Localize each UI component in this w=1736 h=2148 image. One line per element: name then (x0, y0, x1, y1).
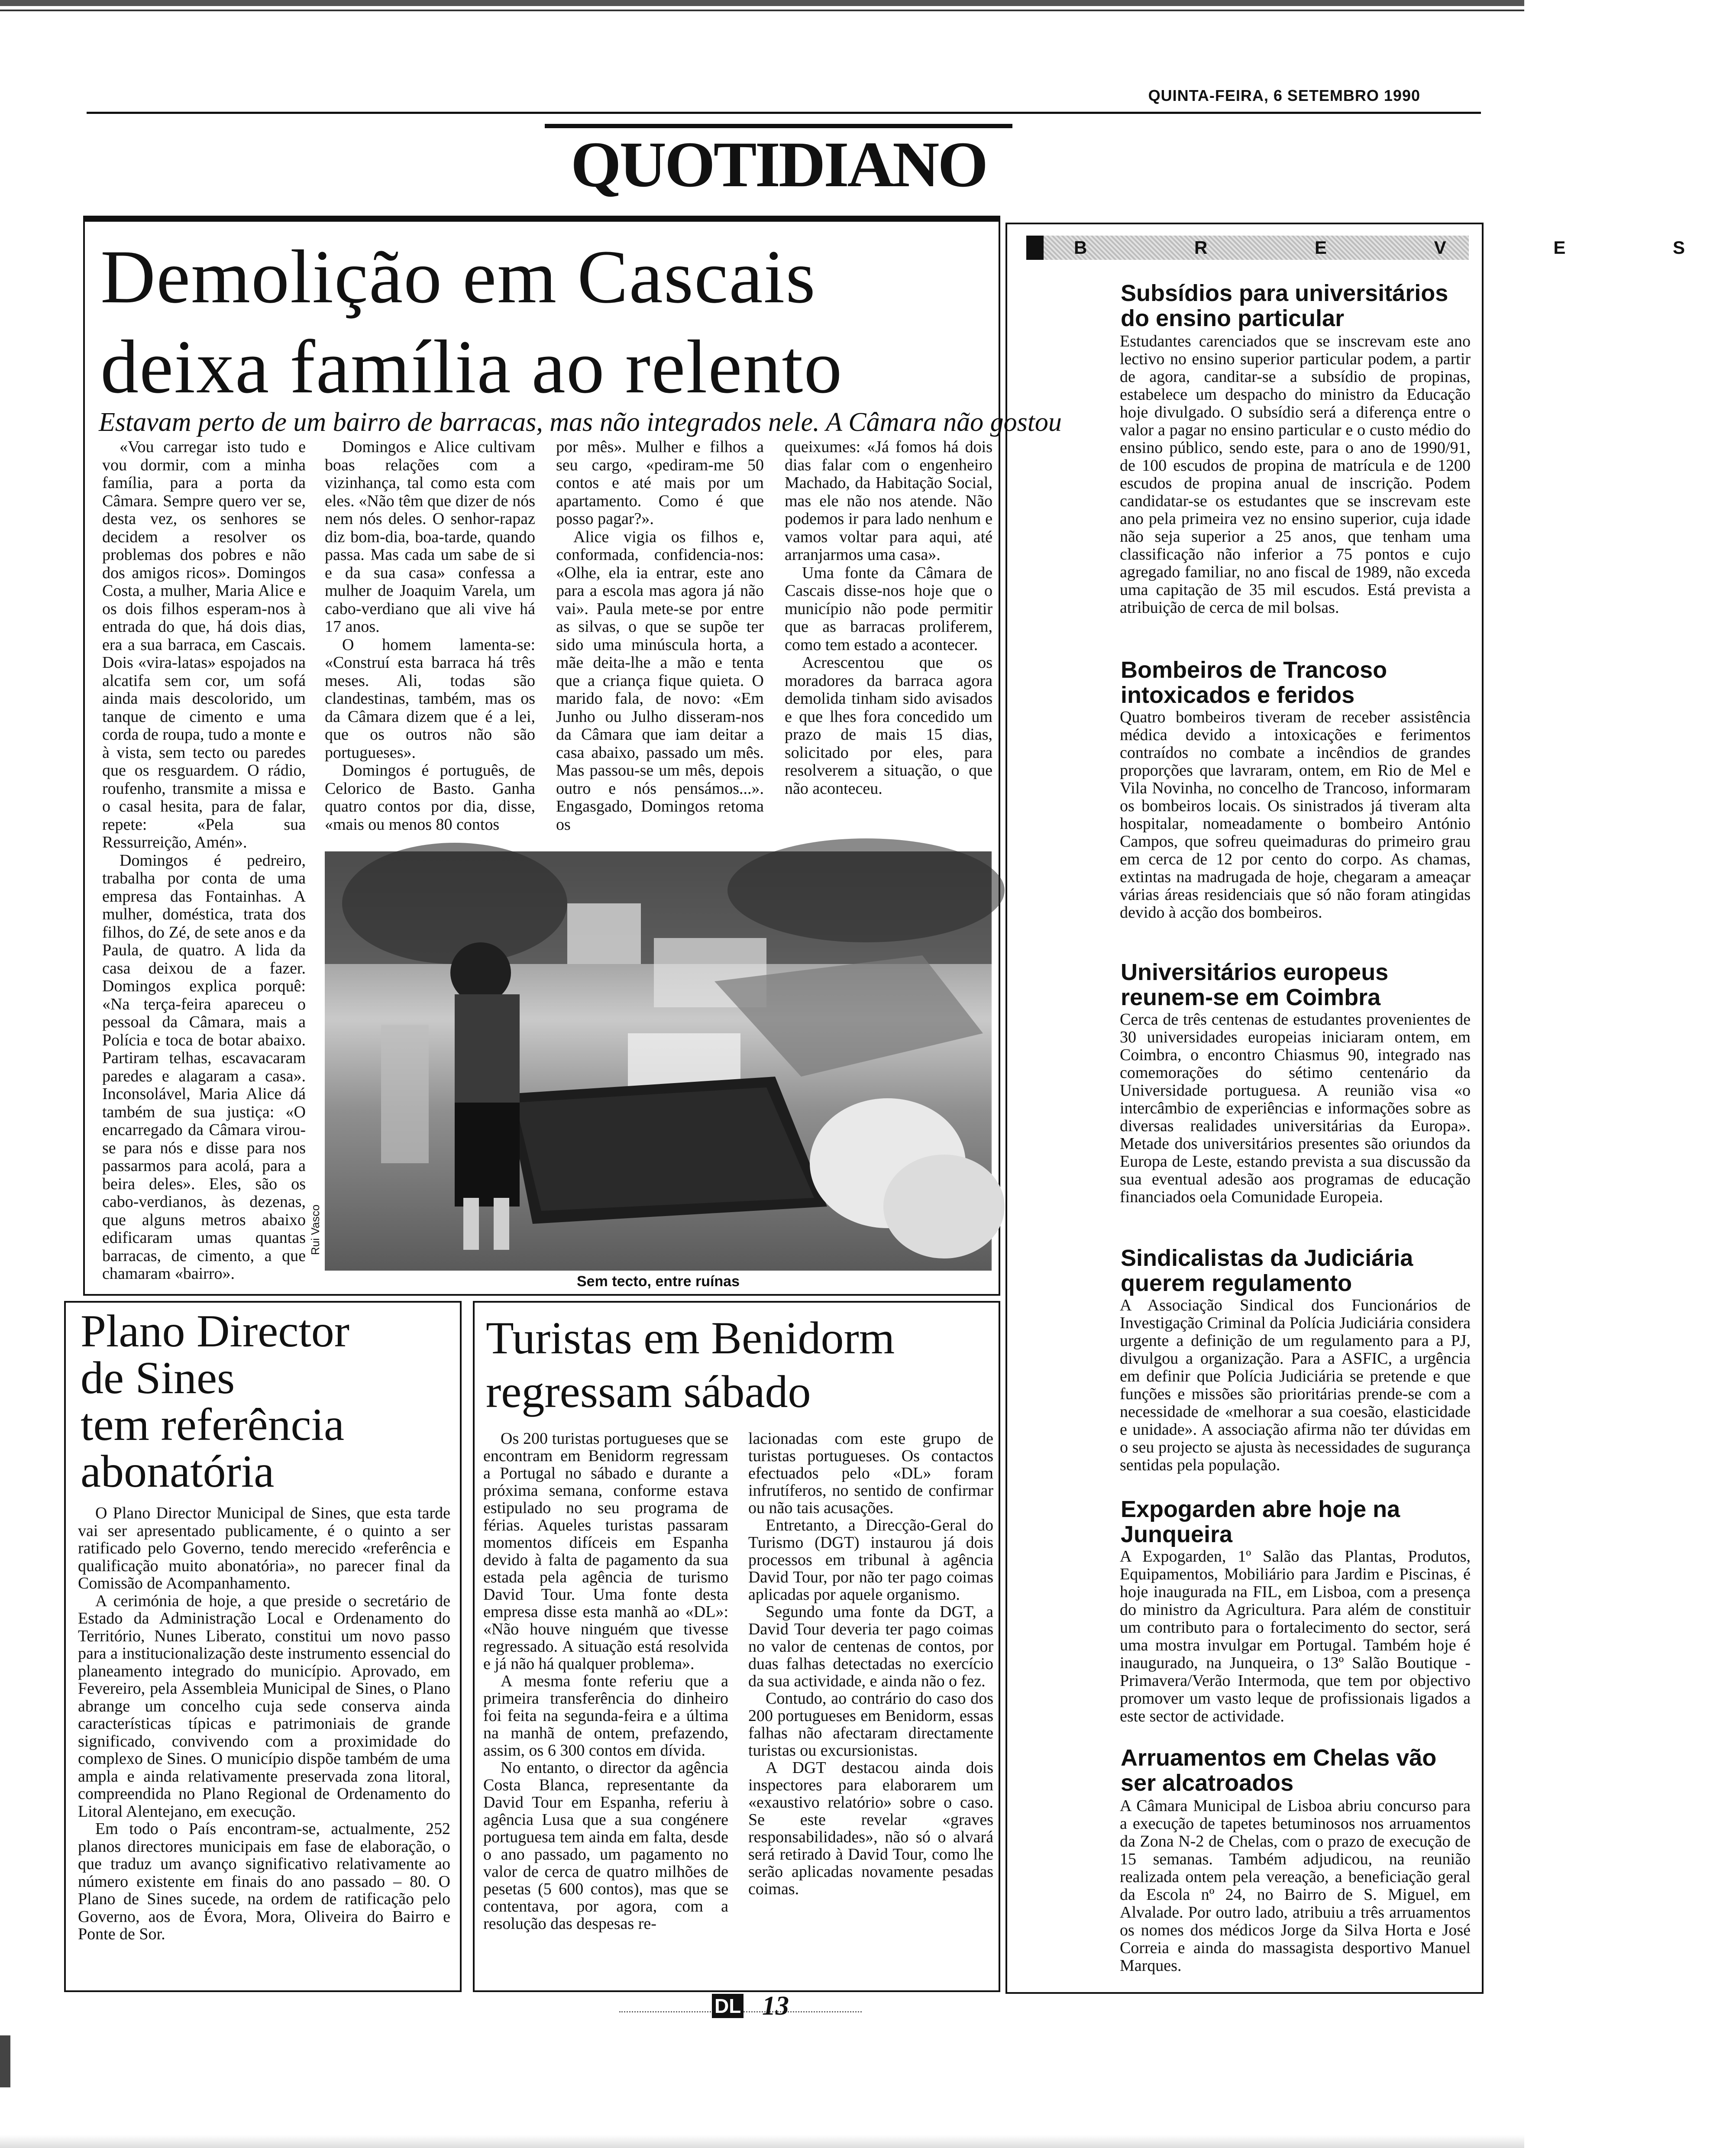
breve-body: A Expogarden, 1º Salão das Plantas, Produtos, Equipamentos, Mobiliário para Jardim e Piscinas, é hoje inaugurada na FIL, em Lisboa, com a presença do ministro da Agricultura. Para além de constituir um contributo para o fortalecimento do sector, será uma mostra invulgar em Portugal. Também hoje é inaugurado, na Junqueira, o 13º Salão Boutique - Primavera/Verão Intermoda, que tem por objectivo promover um vasto leque de profissionais ligados a este sector de actividade. (1120, 1547, 1471, 1725)
sines-headline-line: de Sines (81, 1352, 235, 1403)
main-col3-para: por mês». Mulher e filhos a seu cargo, «pediram-me 50 contos e até mais por um apartamento. Como é que posso pagar?». (556, 438, 764, 528)
page-number: 13 (762, 1991, 789, 2021)
breve-body: Cerca de três centenas de estudantes provenientes de 30 universidades europeias iniciaram ontem, em Coimbra, o encontro Chiasmus 90, integrado nas comemorações do sétimo centenário da Universidade portuguesa. A reunião visa «o intercâmbio de experiências e informações sobre as diversas realidades universitárias da Europa». Metade dos universitários presentes são oriundos da Europa de Leste, estando prevista a sua discussão da sua eventual adesão aos programas de educação financiados oela Comunidade Europeia. (1120, 1010, 1471, 1206)
sines-para: A cerimónia de hoje, a que preside o secretário de Estado da Administração Local e Ordenamento do Território, Nunes Liberato, constitui um novo passo para a institucionalização deste instrumento essencial do planeamento integrado do município. Aprovado, em Fevereiro, pela Assembleia Municipal de Sines, o Plano abrange um concelho cuja sede conserva ainda características típicas e patrimoniais de grande significado, convivendo com a proximidade do complexo de Sines. O município dispõe também de uma ampla e ainda relativamente preservada zona litoral, compreendida no Plano Regional de Ordenamento do Litoral Alentejano, em execução. (78, 1592, 450, 1821)
benidorm-col2-para: Contudo, ao contrário do caso dos 200 portugueses em Benidorm, essas falhas não afectaram directamente turistas ou excursionistas. (748, 1689, 993, 1760)
benidorm-col-1 (483, 1430, 728, 1932)
photo-caption: Sem tecto, entre ruínas (576, 1273, 740, 1290)
scan-edge-left (0, 2035, 10, 2087)
breve-body: Estudantes carenciados que se inscrevam este ano lectivo no ensino superior particular podem, a partir de agora, canditar-se a subsídio de propinas, estabelece um despacho do ministro da Educação hoje divulgado. O subsídio será a diferença entre o valor a pagar no ensino particular e o custo médio do ensino público, sendo este, para o ano de 1990/91, de 100 escudos de propina de matrícula e de 1200 escudos de propina anual de inscrição. Podem candidatar-se os estudantes que se inscrevam este ano pela primeira vez no ensino superior, cuja idade não seja superior a 25 anos, que tenham uma classificação não inferior a 75 pontos e cujo agregado familiar, no ano fiscal de 1989, não exceda uma capitação de 35 mil escudos. Está prevista a atribuição de cerca de mil bolsas. (1120, 332, 1471, 617)
main-headline-line1: Demolição em Cascais (100, 235, 816, 319)
breve-title: Expogarden abre hoje na Junqueira (1121, 1496, 1400, 1547)
section-title: QUOTIDIANO (570, 129, 987, 201)
benidorm-col2-para: Entretanto, a Direcção-Geral do Turismo (DGT) instaurou já dois processos em tribunal à agência David Tour, por não ter pago coimas aplicadas por aquele organismo. (748, 1516, 993, 1604)
breve-body: A Associação Sindical dos Funcionários de Investigação Criminal da Polícia Judiciária considera urgente a definição de um regulamento para a PJ, divulgou a organização. Para a ASFIC, a urgência em definir que Polícia Judiciária se pretende e que funções e missões são prioritárias prende-se com a necessidade de «melhorar a sua coesão, elasticidade e unidade». A associação afirma não ter dúvidas em o seu projecto se ajusta às necessidades de sugurança sentidas pela população. (1120, 1296, 1471, 1474)
sines-body (78, 1504, 450, 1943)
issue-date: QUINTA-FEIRA, 6 SETEMBRO 1990 (1148, 87, 1420, 104)
sines-headline-line: Plano Director (81, 1306, 350, 1356)
sines-headline-line: tem referência (81, 1399, 345, 1450)
breves-marker (1026, 236, 1044, 260)
benidorm-col2-para: A DGT destacou ainda dois inspectores para elaborarem um «exaustivo relatório» sobre o caso. Se este revelar «graves responsabilidades», não só o alvará será retirado à David Tour, como lhe serão aplicadas novamente pesadas coimas. (748, 1759, 993, 1898)
sines-headline-line: abonatória (81, 1446, 275, 1497)
benidorm-col-2 (748, 1430, 993, 1898)
top-border-line (0, 10, 1524, 11)
breve-title: Universitários europeus reunem-se em Coimbra (1121, 959, 1389, 1010)
breve-body: Quatro bombeiros tiveram de receber assistência médica devido a intoxicações e ferimentos contraídos no combate a incêndios de grandes proporções que lavraram, ontem, em Rio de Mel e Vila Novinha, no concelho de Trancoso, informaram os bombeiros locais. Os sinistrados já tiveram alta hospitalar, nomeadamente o bombeiro António Campos, que sofreu queimaduras do primeiro grau em cerca de 12 por cento do corpo. As chamas, extintas na madrugada de hoje, chegaram a ameaçar várias áreas residenciais que só não foram atingidas devido à acção dos bombeiros. (1120, 708, 1471, 922)
benidorm-col1-para: Os 200 turistas portugueses que se encontram em Benidorm regressam a Portugal no sábado e durante a próxima semana, conforme estava estipulado no seu programa de férias. Aqueles turistas passaram momentos difíceis em Espanha devido à falta de pagamento da sua estada pela agência de turismo David Tour. Uma fonte desta empresa disse esta manhã ao «DL»: «Não houve ninguém que tivesse regressado. A situação está resolvida e já não há qualquer problema». (483, 1430, 728, 1673)
footer-logo: DL (712, 1994, 744, 2018)
main-col2-para: Domingos e Alice cultivam boas relações com a vizinhança, tal como esta com eles. «Não têm que dizer de nós nem nós deles. O senhor-rapaz diz bom-dia, boa-tarde, quando passa. Mas cada um sabe de si e da sua casa» confessa a mulher de Joaquim Varela, um cabo-verdiano que ali vive há 17 anos. (325, 438, 535, 636)
scan-edge-bottom (0, 2135, 1524, 2148)
main-col4-para: Acrescentou que os moradores da barraca agora demolida tinham sido avisados e que lhes fora concedido um prazo de mais 15 dias, solicitado por eles, para resolverem a situação, o que não aconteceu. (785, 653, 992, 798)
main-col3-para: Alice vigia os filhos e, conformada, confidencia-nos: «Olhe, ela ia entrar, este ano para a escola mas agora já não vai». Paula mete-se por entre as silvas, o que se supõe ter sido uma minúscula horta, a mãe deita-lhe a mão e tenta que a criança fique quieta. O marido fala, de novo: «Em Junho ou Julho disseram-nos da Câmara que iam deitar a casa abaixo, passado um mês. Mas passou-se um mês, depois outro e nós pensámos...». Engasgado, Domingos retoma os (556, 527, 764, 834)
main-col1-para: Domingos é pedreiro, trabalha por conta de uma empresa das Fontainhas. A mulher, doméstica, trata dos filhos, do Zé, de sete anos e da Paula, de quatro. A lida da casa deixou de a fazer. Domingos explica porquê: «Na terça-feira apareceu o pessoal da Câmara, mais a Polícia e toca de botar abaixo. Partiram telhas, escavacaram paredes e alagaram a casa». Inconsolável, Maria Alice dá também de sua justiça: «O encarregado da Câmara virou-se para nós e disse para nos passarmos para acolá, para a beira deles». Eles, são os cabo-verdianos, às dezenas, que alguns metros abaixo edificaram umas quantas barracas, de cimento, a que chamaram «bairro». (102, 851, 306, 1283)
news-photo (309, 851, 992, 1271)
header-rule (87, 112, 1481, 114)
benidorm-col1-para: A mesma fonte referiu que a primeira transferência do dinheiro foi feita na segunda-feira e a última na manhã de ontem, prefazendo, assim, os 6 300 contos em dívida. (483, 1672, 728, 1760)
main-col4-para: queixumes: «Já fomos há dois dias falar com o engenheiro Machado, da Habitação Social, mas ele não nos atende. Não podemos ir para lado nenhum e vamos voltar para aqui, até arranjarmos uma casa». (785, 438, 992, 564)
sines-para: Em todo o País encontram-se, actualmente, 252 planos directores municipais em fase de elaboração, o que traduz um avanço significativo relativamente ao número existente em finais do ano passado – 80. O Plano de Sines sucede, na ordem de ratificação pelo Governo, aos de Évora, Mora, Oliveira do Bairro e Ponte de Sor. (78, 1820, 450, 1943)
main-col-4 (785, 438, 992, 798)
benidorm-headline-line: Turistas em Benidorm (486, 1313, 895, 1363)
breve-body: A Câmara Municipal de Lisboa abriu concurso para a execução de tapetes betuminosos nos arruamentos da Zona N-2 de Chelas, com o prazo de execução de 15 semanas. Também adjudicou, na reunião realizada ontem pela vereação, a beneficiação geral da Escola nº 24, no Bairro de S. Miguel, em Alvalade. Por outro lado, atribuiu a três arruamentos os nomes dos médicos Jorge da Silva Horta e José Correia e ainda do massagista desportivo Manuel Marques. (1120, 1797, 1471, 1975)
main-col2-para: Domingos é português, de Celorico de Basto. Ganha quatro contos por dia, disse, «mais ou menos 80 contos (325, 761, 535, 834)
benidorm-col1-para: No entanto, o director da agência Costa Blanca, representante da David Tour em Espanha, referiu à agência Lusa que a sua congénere portuguesa tem ainda em falta, desde o ano passado, um pagamento no valor de cerca de quatro milhões de pesetas (5 600 contos), mas que se contentava, por agora, com a resolução das despesas re- (483, 1759, 728, 1933)
breve-title: Bombeiros de Trancoso intoxicados e feridos (1121, 657, 1387, 708)
breves-label-bar (1026, 236, 1736, 260)
main-subhead: Estavam perto de um bairro de barracas, mas não integrados nele. A Câmara não gostou (99, 408, 1062, 437)
main-col-2 (325, 438, 535, 834)
main-col2-para: O homem lamenta-se: «Construí esta barraca há três meses. Ali, todas são clandestinas, também, mas os da Câmara dizem que é a lei, que os outros não são portugueses». (325, 635, 535, 762)
benidorm-headline (486, 1311, 997, 1419)
photo-scene (325, 851, 992, 1271)
photo-credit: Rui Vasco (309, 1202, 322, 1258)
benidorm-headline-line: regressam sábado (486, 1366, 811, 1417)
benidorm-col2-para: lacionadas com este grupo de turistas portugueses. Os contactos efectuados pelo «DL» foram infrutíferos, no sentido de confirmar ou não tais acusações. (748, 1430, 993, 1517)
breve-title: Sindicalistas da Judiciária querem regulamento (1121, 1245, 1413, 1296)
sines-headline (81, 1308, 453, 1495)
main-col1-para: «Vou carregar isto tudo e vou dormir, com a minha família, para a porta da Câmara. Sempre quero ver se, desta vez, os senhores se decidem a resolver os problemas dos pobres e não dos amigos ricos». Domingos Costa, a mulher, Maria Alice e os dois filhos esperam-nos à entrada do que, há dois dias, era a sua barraca, em Cascais. Dois «vira-latas» espojados na alcatifa sem cor, um sofá ainda mais descolorido, um tanque de cimento e uma corda de roupa, tudo a monte e à vista, sem tecto ou paredes que os resguardem. O rádio, roufenho, transmite a missa e o casal hesita, para de falar, repete: «Pela sua Ressurreição, Amén». (102, 438, 306, 851)
breve-title: Arruamentos em Chelas vão ser alcatroados (1121, 1745, 1437, 1796)
main-col-3 (556, 438, 764, 834)
main-col4-para: Uma fonte da Câmara de Cascais disse-nos hoje que o município não pode permitir que as barracas proliferem, como tem estado a acontecer. (785, 563, 992, 654)
breves-label: B R E V E S (1074, 237, 1736, 258)
section-title-rule-top (545, 124, 1012, 128)
breve-title: Subsídios para universitários do ensino particular (1121, 280, 1448, 331)
main-headline-line2: deixa família ao relento (100, 325, 843, 409)
top-border (0, 0, 1524, 6)
benidorm-col2-para: Segundo uma fonte da DGT, a David Tour deveria ter pago coimas no valor de centenas de contos, por duas falhas detectadas no exercício da sua actividade, e ainda não o fez. (748, 1603, 993, 1690)
sines-para: O Plano Director Municipal de Sines, que esta tarde vai ser apresentado publicamente, é o quinto a ser ratificado pelo Governo, tendo merecido «referência e qualificação muito abonatória», no parecer final da Comissão de Acompanhamento. (78, 1504, 450, 1592)
main-col-1 (102, 438, 306, 1283)
